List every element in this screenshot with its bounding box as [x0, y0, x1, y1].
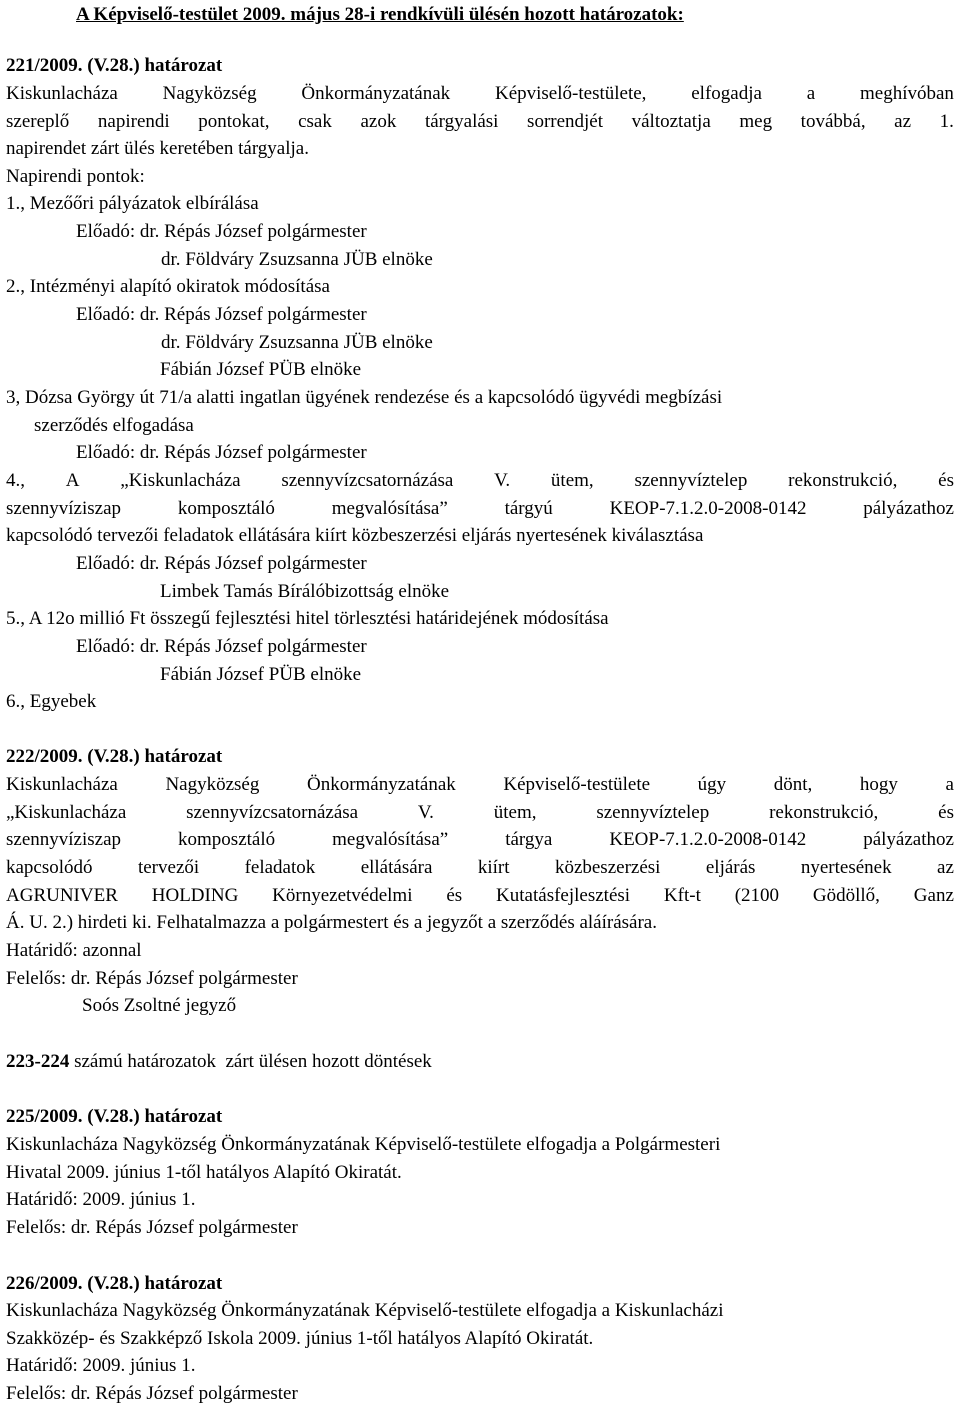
word: tervezői: [137, 857, 200, 878]
word: hogy: [859, 774, 898, 795]
word: továbbá,: [800, 111, 866, 132]
word: pályázathoz: [863, 498, 954, 519]
word: ellátására: [360, 857, 433, 878]
word: rekonstrukció,: [769, 802, 879, 823]
resolution-222-line-2: [6, 803, 954, 822]
word: Önkormányzatának: [301, 83, 451, 104]
resolution-225-line-2: Hivatal 2009. június 1-től hatályos Alapító Okiratát.: [6, 1162, 402, 1183]
word: meghívóban: [859, 83, 954, 104]
word: V.: [417, 802, 434, 823]
word: (2100: [734, 885, 780, 906]
word: kapcsolódó: [6, 857, 93, 878]
word: szereplő: [6, 111, 70, 132]
resolution-225-line-1: Kiskunlacháza Nagyközség Önkormányzatának Képviselő-testülete elfogadja a Polgármesteri: [6, 1134, 721, 1155]
agenda-item-1-speaker-2: dr. Földváry Zsuzsanna JÜB elnöke: [161, 249, 433, 270]
word: feladatok: [244, 857, 316, 878]
word: változtatja: [631, 111, 711, 132]
word: és: [938, 470, 954, 491]
word: szennyvíztelep: [596, 802, 710, 823]
word: Képviselő-testülete,: [494, 83, 647, 104]
word: kiírt: [477, 857, 510, 878]
word: a: [945, 774, 954, 795]
resolution-221-line-3: napirendet zárt ülés keretében tárgyalja.: [6, 138, 309, 159]
word: Nagyközség: [165, 774, 260, 795]
word: azok: [360, 111, 397, 132]
word: eljárás: [705, 857, 756, 878]
word: komposztáló: [178, 829, 276, 850]
agenda-item-2-speaker: Előadó: dr. Répás József polgármester: [76, 304, 367, 325]
word: 1.: [939, 111, 954, 132]
word: tárgyú: [504, 498, 553, 519]
word: nyertesének: [800, 857, 892, 878]
word: „Kiskunlacháza: [120, 470, 241, 491]
word: elfogadja: [691, 83, 762, 104]
agenda-item-4-line-2: [6, 499, 954, 518]
closed-session-text: számú határozatok zárt ülésen hozott döntések: [69, 1051, 432, 1072]
resolution-222-line-1: [6, 775, 954, 794]
resolution-225-heading: 225/2009. (V.28.) határozat: [6, 1106, 223, 1127]
word: pályázathoz: [863, 829, 954, 850]
agenda-item-6: 6., Egyebek: [6, 691, 97, 712]
word: Ganz: [913, 885, 954, 906]
word: ütem,: [550, 470, 594, 491]
word: az: [894, 111, 912, 132]
word: A: [65, 470, 80, 491]
resolution-222-responsible-2: Soós Zsoltné jegyző: [82, 995, 237, 1016]
word: szennyvízcsatornázása: [281, 470, 454, 491]
word: Környezetvédelmi: [272, 885, 413, 906]
word: Kutatásfejlesztési: [496, 885, 631, 906]
word: V.: [494, 470, 511, 491]
word: Kft-t: [663, 885, 701, 906]
word: meg: [739, 111, 773, 132]
word: Önkormányzatának: [306, 774, 456, 795]
agenda-item-4-line-1: [6, 471, 954, 490]
word: Képviselő-testülete: [503, 774, 651, 795]
word: Gödöllő,: [812, 885, 880, 906]
agenda-label: Napirendi pontok:: [6, 166, 145, 187]
resolution-225-deadline: Határidő: 2009. június 1.: [6, 1189, 196, 1210]
word: az: [937, 857, 954, 878]
word: HOLDING: [151, 885, 239, 906]
agenda-item-5: 5., A 12o millió Ft összegű fejlesztési hitel törlesztési határidejének módosítása: [6, 608, 609, 629]
resolution-226-heading: 226/2009. (V.28.) határozat: [6, 1273, 223, 1294]
word: Kiskunlacháza: [6, 774, 118, 795]
resolution-226-line-2: Szakközép- és Szakképző Iskola 2009. június 1-től hatályos Alapító Okiratát.: [6, 1328, 594, 1349]
resolution-225-responsible: Felelős: dr. Répás József polgármester: [6, 1217, 298, 1238]
resolution-226-line-1: Kiskunlacháza Nagyközség Önkormányzatának Képviselő-testülete elfogadja a Kiskunlacházi: [6, 1300, 724, 1321]
word: megvalósítása”: [332, 829, 449, 850]
word: KEOP-7.1.2.0-2008-0142: [609, 498, 807, 519]
word: közbeszerzési: [554, 857, 661, 878]
resolution-222-responsible: Felelős: dr. Répás József polgármester: [6, 968, 298, 989]
agenda-item-4-speaker-2: Limbek Tamás Bírálóbizottság elnöke: [160, 581, 450, 602]
resolution-222-line-3: [6, 830, 954, 849]
agenda-item-2-speaker-2: dr. Földváry Zsuzsanna JÜB elnöke: [161, 332, 433, 353]
agenda-item-2: 2., Intézményi alapító okiratok módosítása: [6, 276, 330, 297]
agenda-item-1: 1., Mezőőri pályázatok elbírálása: [6, 193, 259, 214]
word: dönt,: [773, 774, 813, 795]
word: csak: [298, 111, 332, 132]
word: szennyvízcsatornázása: [186, 802, 359, 823]
resolution-221-line-1: [6, 84, 954, 103]
resolution-221-line-2: [6, 112, 954, 131]
word: ütem,: [493, 802, 537, 823]
resolution-222-line-4: [6, 858, 954, 877]
word: komposztáló: [177, 498, 275, 519]
word: tárgyalási: [424, 111, 499, 132]
agenda-item-5-speaker-2: Fábián József PÜB elnöke: [160, 664, 362, 685]
resolution-221-heading: 221/2009. (V.28.) határozat: [6, 55, 223, 76]
word: 4.,: [6, 470, 25, 491]
word: szennyvíziszap: [6, 498, 122, 519]
word: úgy: [697, 774, 727, 795]
agenda-item-3-cont: szerződés elfogadása: [34, 415, 194, 436]
agenda-item-1-speaker: Előadó: dr. Répás József polgármester: [76, 221, 367, 242]
closed-session-numbers: 223-224: [6, 1051, 70, 1072]
agenda-item-4-speaker: Előadó: dr. Répás József polgármester: [76, 553, 367, 574]
agenda-item-4-line-3: kapcsolódó tervezői feladatok ellátására kiírt közbeszerzési eljárás nyertesének kiválasztása: [6, 525, 704, 546]
document-title: A Képviselő-testület 2009. május 28-i rendkívüli ülésén hozott határozatok:: [76, 4, 684, 25]
word: szennyvíziszap: [6, 829, 122, 850]
word: KEOP-7.1.2.0-2008-0142: [609, 829, 807, 850]
word: tárgya: [505, 829, 553, 850]
agenda-item-5-speaker: Előadó: dr. Répás József polgármester: [76, 636, 367, 657]
resolution-222-line-5: [6, 886, 954, 905]
word: napirendi: [97, 111, 170, 132]
resolution-226-responsible: Felelős: dr. Répás József polgármester: [6, 1383, 298, 1404]
word: AGRUNIVER: [6, 885, 118, 906]
resolution-222-line-6: Á. U. 2.) hirdeti ki. Felhatalmazza a polgármestert és a jegyzőt a szerződés aláírására.: [6, 912, 657, 933]
agenda-item-2-speaker-3: Fábián József PÜB elnöke: [160, 359, 362, 380]
word: „Kiskunlacháza: [6, 802, 127, 823]
word: szennyvíztelep: [634, 470, 748, 491]
closed-session-note: [6, 1052, 432, 1071]
resolution-226-deadline: Határidő: 2009. június 1.: [6, 1355, 196, 1376]
resolution-222-heading: 222/2009. (V.28.) határozat: [6, 746, 223, 767]
agenda-item-3-speaker: Előadó: dr. Répás József polgármester: [76, 442, 367, 463]
word: és: [446, 885, 463, 906]
word: rekonstrukció,: [788, 470, 898, 491]
word: és: [938, 802, 954, 823]
word: a: [806, 83, 816, 104]
agenda-item-3: 3, Dózsa György út 71/a alatti ingatlan ügyének rendezése és a kapcsolódó ügyvédi megbízási: [6, 387, 723, 408]
word: megvalósítása”: [331, 498, 448, 519]
word: pontokat,: [198, 111, 270, 132]
word: Kiskunlacháza: [6, 83, 118, 104]
word: sorrendjét: [527, 111, 604, 132]
resolution-222-deadline: Határidő: azonnal: [6, 940, 142, 961]
word: Nagyközség: [162, 83, 257, 104]
